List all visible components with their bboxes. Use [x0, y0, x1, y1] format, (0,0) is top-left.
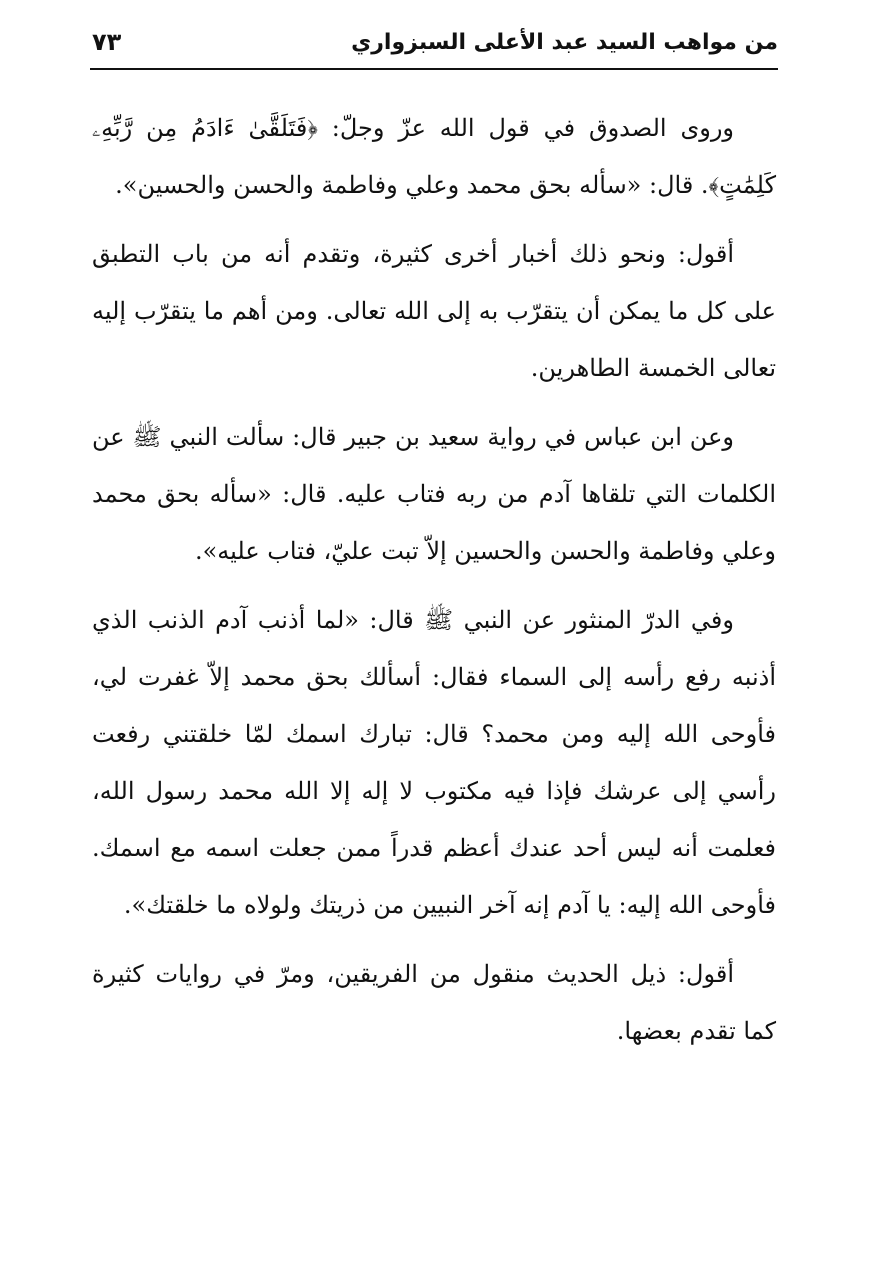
paragraph-saduq-narration: وروى الصدوق في قول الله عزّ وجلّ: ﴿فَتَلَقَّىٰ ءَادَمُ مِن رَّبِّهِۦ كَلِمَٰتٍ﴾. قال: «سأله بحق محمد وعلي وفاطمة والحسن والحسين». — [92, 114, 776, 199]
running-header — [90, 24, 778, 70]
running-title: من مواهب السيد عبد الأعلى السبزواري — [351, 30, 778, 55]
paragraph-author-comment: أقول: ونحو ذلك أخبار أخرى كثيرة، وتقدم أنه من باب التطبق على كل ما يمكن أن يتقرّب به إلى الله تعالى. ومن أهم ما يتقرّب إليه تعالى الخمسة الطاهرين. — [92, 240, 776, 382]
body-text — [92, 100, 776, 1072]
paragraph-ibn-abbas-narration: وعن ابن عباس في رواية سعيد بن جبير قال: سألت النبي ﷺ عن الكلمات التي تلقاها آدم من ربه فتاب عليه. قال: «سأله بحق محمد وعلي وفاطمة والحسن والحسين إلاّ تبت عليّ، فتاب عليه». — [92, 423, 776, 565]
paragraph-closing-comment: أقول: ذيل الحديث منقول من الفريقين، ومرّ في روايات كثيرة كما تقدم بعضها. — [92, 960, 776, 1045]
paragraph-durr-manthur-narration: وفي الدرّ المنثور عن النبي ﷺ قال: «لما أذنب آدم الذنب الذي أذنبه رفع رأسه إلى السماء فقال: أسألك بحق محمد إلاّ غفرت لي، فأوحى الله إليه ومن محمد؟ قال: تبارك اسمك لمّا خلقتني رفعت رأسي إلى عرشك فإذا فيه مكتوب لا إله إلا الله محمد رسول الله، فعلمت أنه ليس أحد عندك أعظم قدراً ممن جعلت اسمه مع اسمك. فأوحى الله إليه: يا آدم إنه آخر النبيين من ذريتك ولولاه ما خلقتك». — [92, 606, 776, 919]
page-number: ٧٣ — [92, 28, 122, 56]
